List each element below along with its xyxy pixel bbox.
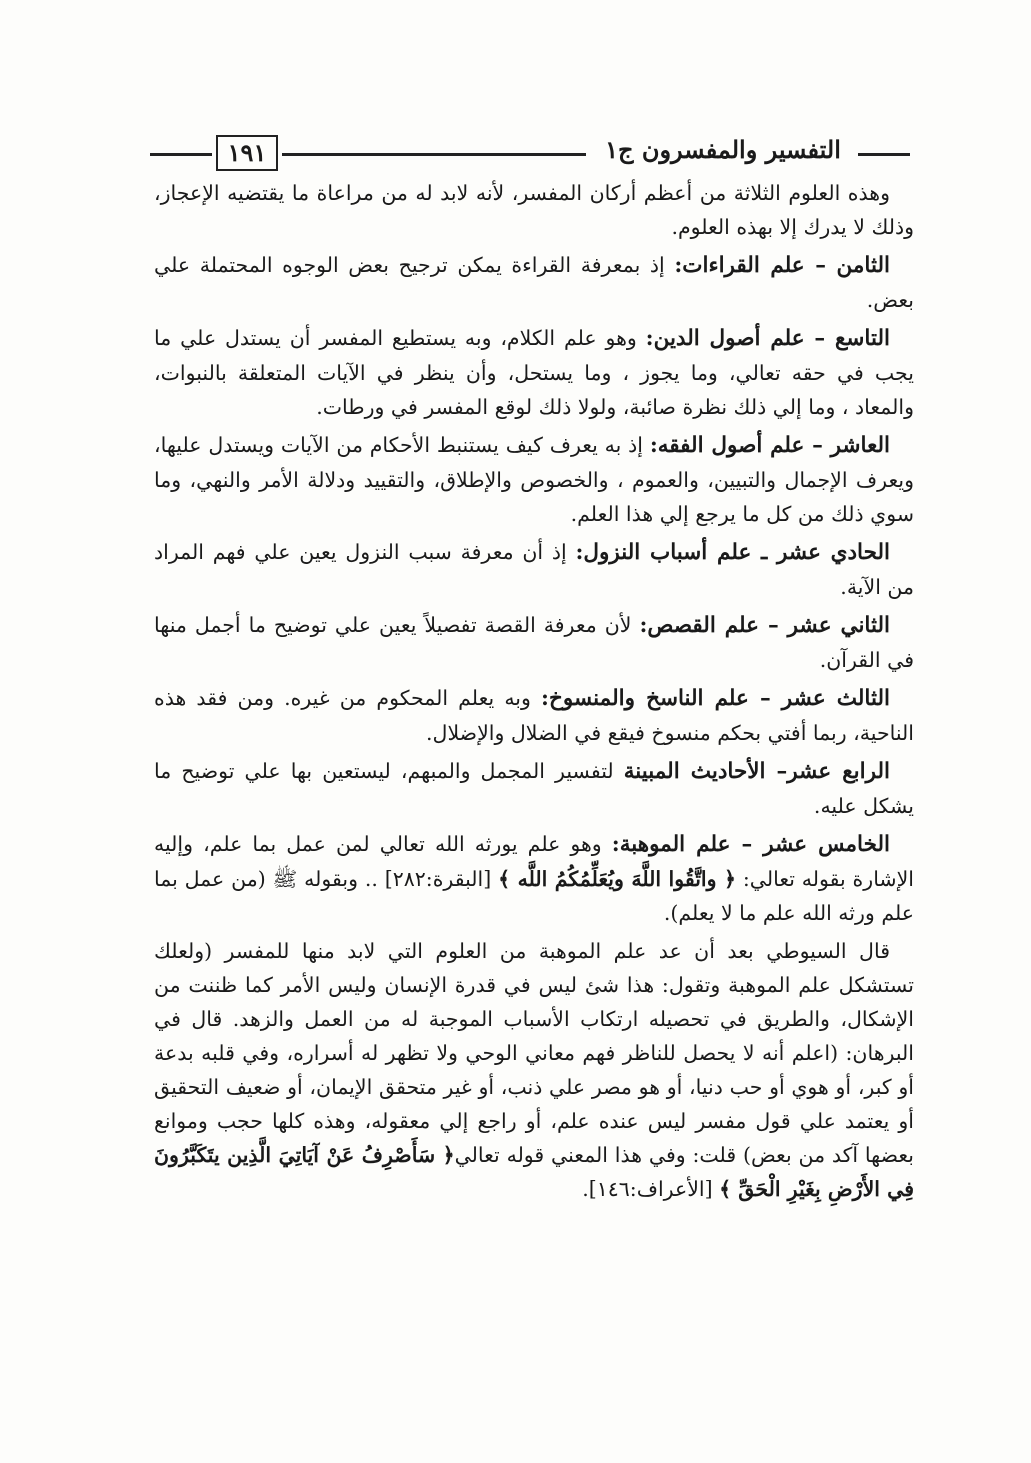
section-heading: الخامس عشر – علم الموهبة: (611, 832, 891, 857)
section-heading: العاشر – علم أصول الفقه: (649, 433, 891, 458)
header-rule-left (150, 153, 212, 156)
page-number: ١٩١ (216, 135, 278, 171)
header-rule-right (858, 153, 910, 156)
running-title: التفسير والمفسرون ج١ (605, 135, 841, 164)
page-body (154, 176, 914, 1210)
section-heading: الرابع عشر– الأحاديث المبينة (623, 759, 890, 784)
paragraph-text: لأن معرفة القصة تفصيلاً يعين علي توضيح ما أجمل منها في القرآن. (154, 613, 914, 672)
paragraph-text: وبه يعلم المحكوم من غيره. ومن فقد هذه الناحية، ربما أفتي بحكم منسوخ فيقع في الضلال والإضلال. (154, 686, 914, 745)
paragraph-intro (154, 176, 914, 244)
paragraph-text: وهو علم الكلام، وبه يستطيع المفسر أن يستدل علي ما يجب في حقه تعالي، وما يجوز ، وما يستحل، وأن ينظر في الآيات المتعلقة بالنبوات، والمعاد ، وما إلي ذلك نظرة صائبة، ولولا ذلك لوقع المفسر في ورطات. (154, 326, 914, 419)
quran-verse: ﴿ واتَّقُوا اللَّهَ ويُعَلِّمُكُمُ اللَّه ﴾ (498, 867, 736, 891)
paragraph-qasas (154, 608, 914, 677)
paragraph-usul-din (154, 321, 914, 424)
paragraph-text: وهذه العلوم الثلاثة من أعظم أركان المفسر، لأنه لابد له من مراعاة ما يقتضيه الإعجاز، وذلك لا يدرك إلا بهذه العلوم. (154, 181, 914, 239)
paragraph-text: [الأعراف:١٤٦]. (582, 1177, 720, 1201)
paragraph-text: إذ بمعرفة القراءة يمكن ترجيح بعض الوجوه المحتملة علي بعض. (154, 253, 914, 312)
paragraph-usul-fiqh (154, 428, 914, 531)
paragraph-suyuti (154, 934, 914, 1206)
quran-verse: ﴿ سَأَصْرِفُ عَنْ آيَاتِيَ الَّذِين يتَكَبَّرُونَ فِي الأَرْضِ بِغَيْرِ الْحَقِّ ﴾ (154, 1143, 914, 1201)
page-header (150, 133, 910, 177)
paragraph-naskh (154, 681, 914, 750)
section-heading: الثالث عشر – علم الناسخ والمنسوخ: (541, 686, 890, 711)
section-heading: الثامن – علم القراءات: (674, 253, 890, 278)
paragraph-mawhiba (154, 827, 914, 930)
paragraph-text: وهو علم يورثه الله تعالي لمن عمل بما علم، وإليه الإشارة بقوله تعالي: (154, 832, 914, 891)
section-heading: التاسع – علم أصول الدين: (645, 326, 890, 351)
section-heading: الحادي عشر ـ علم أسباب النزول: (575, 540, 890, 565)
paragraph-text: إذ به يعرف كيف يستنبط الأحكام من الآيات ويستدل عليها، ويعرف الإجمال والتبيين، والعموم ، والخصوص والإطلاق، والتقييد ودلالة الأمر والنهي، وما سوي ذلك من كل ما يرجع إلي هذا العلم. (154, 433, 914, 526)
paragraph-asbab-nuzul (154, 535, 914, 604)
paragraph-text: قال السيوطي بعد أن عد علم الموهبة من العلوم التي لابد منها للمفسر (ولعلك تستشكل علم الموهبة وتقول: هذا شئ ليس في قدرة الإنسان وليس الأمر كما ظننت من الإشكال، والطريق في تحصيله ارتكاب الأسباب الموجبة له من العمل والزهد. قال في البرهان: (اعلم أنه لا يحصل للناظر فهم معاني الوحي ولا تظهر له أسراره، وفي قلبه بدعة أو كبر، أو هوي أو حب دنيا، أو هو مصر علي ذنب، أو غير متحقق الإيمان، أو ضعيف التحقيق أو يعتمد علي قول مفسر ليس عنده علم، أو راجع إلي معقوله، وهذه كلها حجب وموانع بعضها آكد من بعض) قلت: وفي هذا المعني قوله تعالي (154, 939, 914, 1167)
header-rule-middle (282, 153, 586, 156)
paragraph-ahadith (154, 754, 914, 823)
paragraph-text: لتفسير المجمل والمبهم، ليستعين بها علي توضيح ما يشكل عليه. (154, 759, 914, 818)
section-heading: الثاني عشر – علم القصص: (639, 613, 890, 638)
paragraph-text: إذ أن معرفة سبب النزول يعين علي فهم المراد من الآية. (154, 540, 914, 599)
paragraph-qiraat (154, 248, 914, 317)
paragraph-text: [البقرة:٢٨٢] .. وبقوله ﷺ (من عمل بما علم ورثه الله علم ما لا يعلم). (154, 867, 914, 925)
